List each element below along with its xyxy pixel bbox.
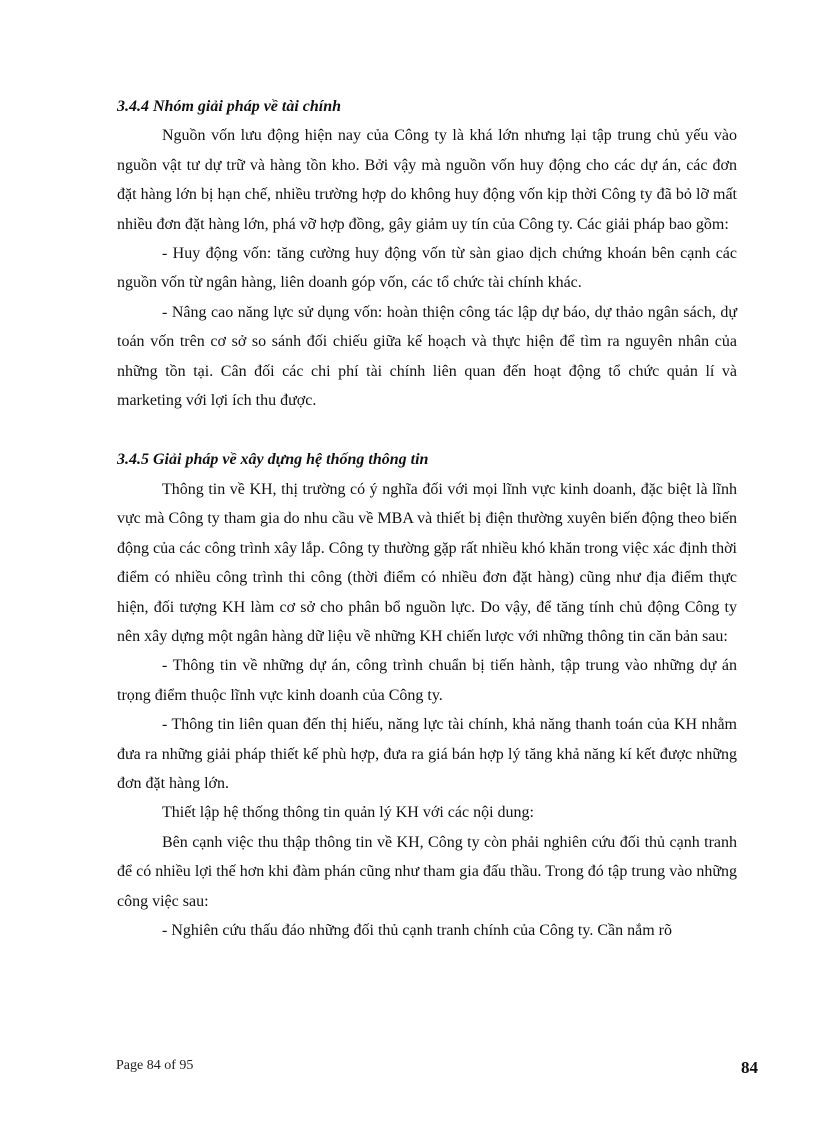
paragraph: Thông tin về KH, thị trường có ý nghĩa đối với mọi lĩnh vực kinh doanh, đặc biệt là lĩnh vực mà Công ty tham gia do nhu cầu về MBA và thiết bị điện thường xuyên biến động theo biến động của các công trình xây lắp. Công ty thường gặp rất nhiều khó khăn trong việc xác định thời điểm có nhiều công trình thi công (thời điểm có nhiều đơn đặt hàng) cũng như địa điểm thực hiện, đối tượng KH làm cơ sở cho phân bổ nguồn lực. Do vậy, để tăng tính chủ động Công ty nên xây dựng một ngân hàng dữ liệu về những KH chiến lược với những thông tin căn bản sau: bbox=[117, 480, 737, 645]
paragraph: Bên cạnh việc thu thập thông tin về KH, Công ty còn phải nghiên cứu đối thủ cạnh tranh để có nhiều lợi thế hơn khi đàm phán cũng như tham gia đấu thầu. Trong đó tập trung vào những công việc sau: bbox=[117, 833, 737, 910]
paragraph: - Nâng cao năng lực sử dụng vốn: hoàn thiện công tác lập dự báo, dự thảo ngân sách, dự toán vốn trên cơ sở so sánh đối chiếu giữa kế hoạch và thực hiện để tìm ra nguyên nhân của những tồn tại. Cân đối các chi phí tài chính liên quan đến hoạt động tổ chức quản lí và marketing với lợi ích thu được. bbox=[117, 303, 737, 410]
paragraph: Nguồn vốn lưu động hiện nay của Công ty là khá lớn nhưng lại tập trung chủ yếu vào nguồn vật tư dự trữ và hàng tồn kho. Bởi vậy mà nguồn vốn huy động cho các dự án, các đơn đặt hàng lớn bị hạn chế, nhiều trường hợp do không huy động vốn kịp thời Công ty đã bỏ lỡ mất nhiều đơn đặt hàng lớn, phá vỡ hợp đồng, gây giảm uy tín của Công ty. Các giải pháp bao gồm: bbox=[117, 127, 737, 233]
paragraph: - Thông tin về những dự án, công trình chuẩn bị tiến hành, tập trung vào những dự án trọng điểm thuộc lĩnh vực kinh doanh của Công ty. bbox=[117, 657, 737, 704]
section-heading-finance: 3.4.4 Nhóm giải pháp về tài chính bbox=[117, 98, 342, 115]
section-spacer bbox=[117, 415, 737, 445]
page-content bbox=[117, 92, 737, 945]
paragraph: - Huy động vốn: tăng cường huy động vốn từ sàn giao dịch chứng khoán bên cạnh các nguồn vốn từ ngân hàng, liên doanh góp vốn, các tổ chức tài chính khác. bbox=[117, 245, 737, 292]
paragraph: - Thông tin liên quan đến thị hiếu, năng lực tài chính, khả năng thanh toán của KH nhằm đưa ra những giải pháp thiết kế phù hợp, đưa ra giá bán hợp lý tăng khả năng kí kết được những đơn đặt hàng lớn. bbox=[117, 716, 737, 792]
section-heading-information-system: 3.4.5 Giải pháp về xây dựng hệ thống thông tin bbox=[117, 451, 429, 469]
page-number: 84 bbox=[741, 1058, 758, 1077]
paragraph: Thiết lập hệ thống thông tin quản lý KH với các nội dung: bbox=[162, 804, 534, 822]
paragraph: - Nghiên cứu thấu đáo những đối thủ cạnh tranh chính của Công ty. Cần nắm rõ bbox=[162, 921, 672, 939]
page-footer-label: Page 84 of 95 bbox=[116, 1058, 194, 1073]
